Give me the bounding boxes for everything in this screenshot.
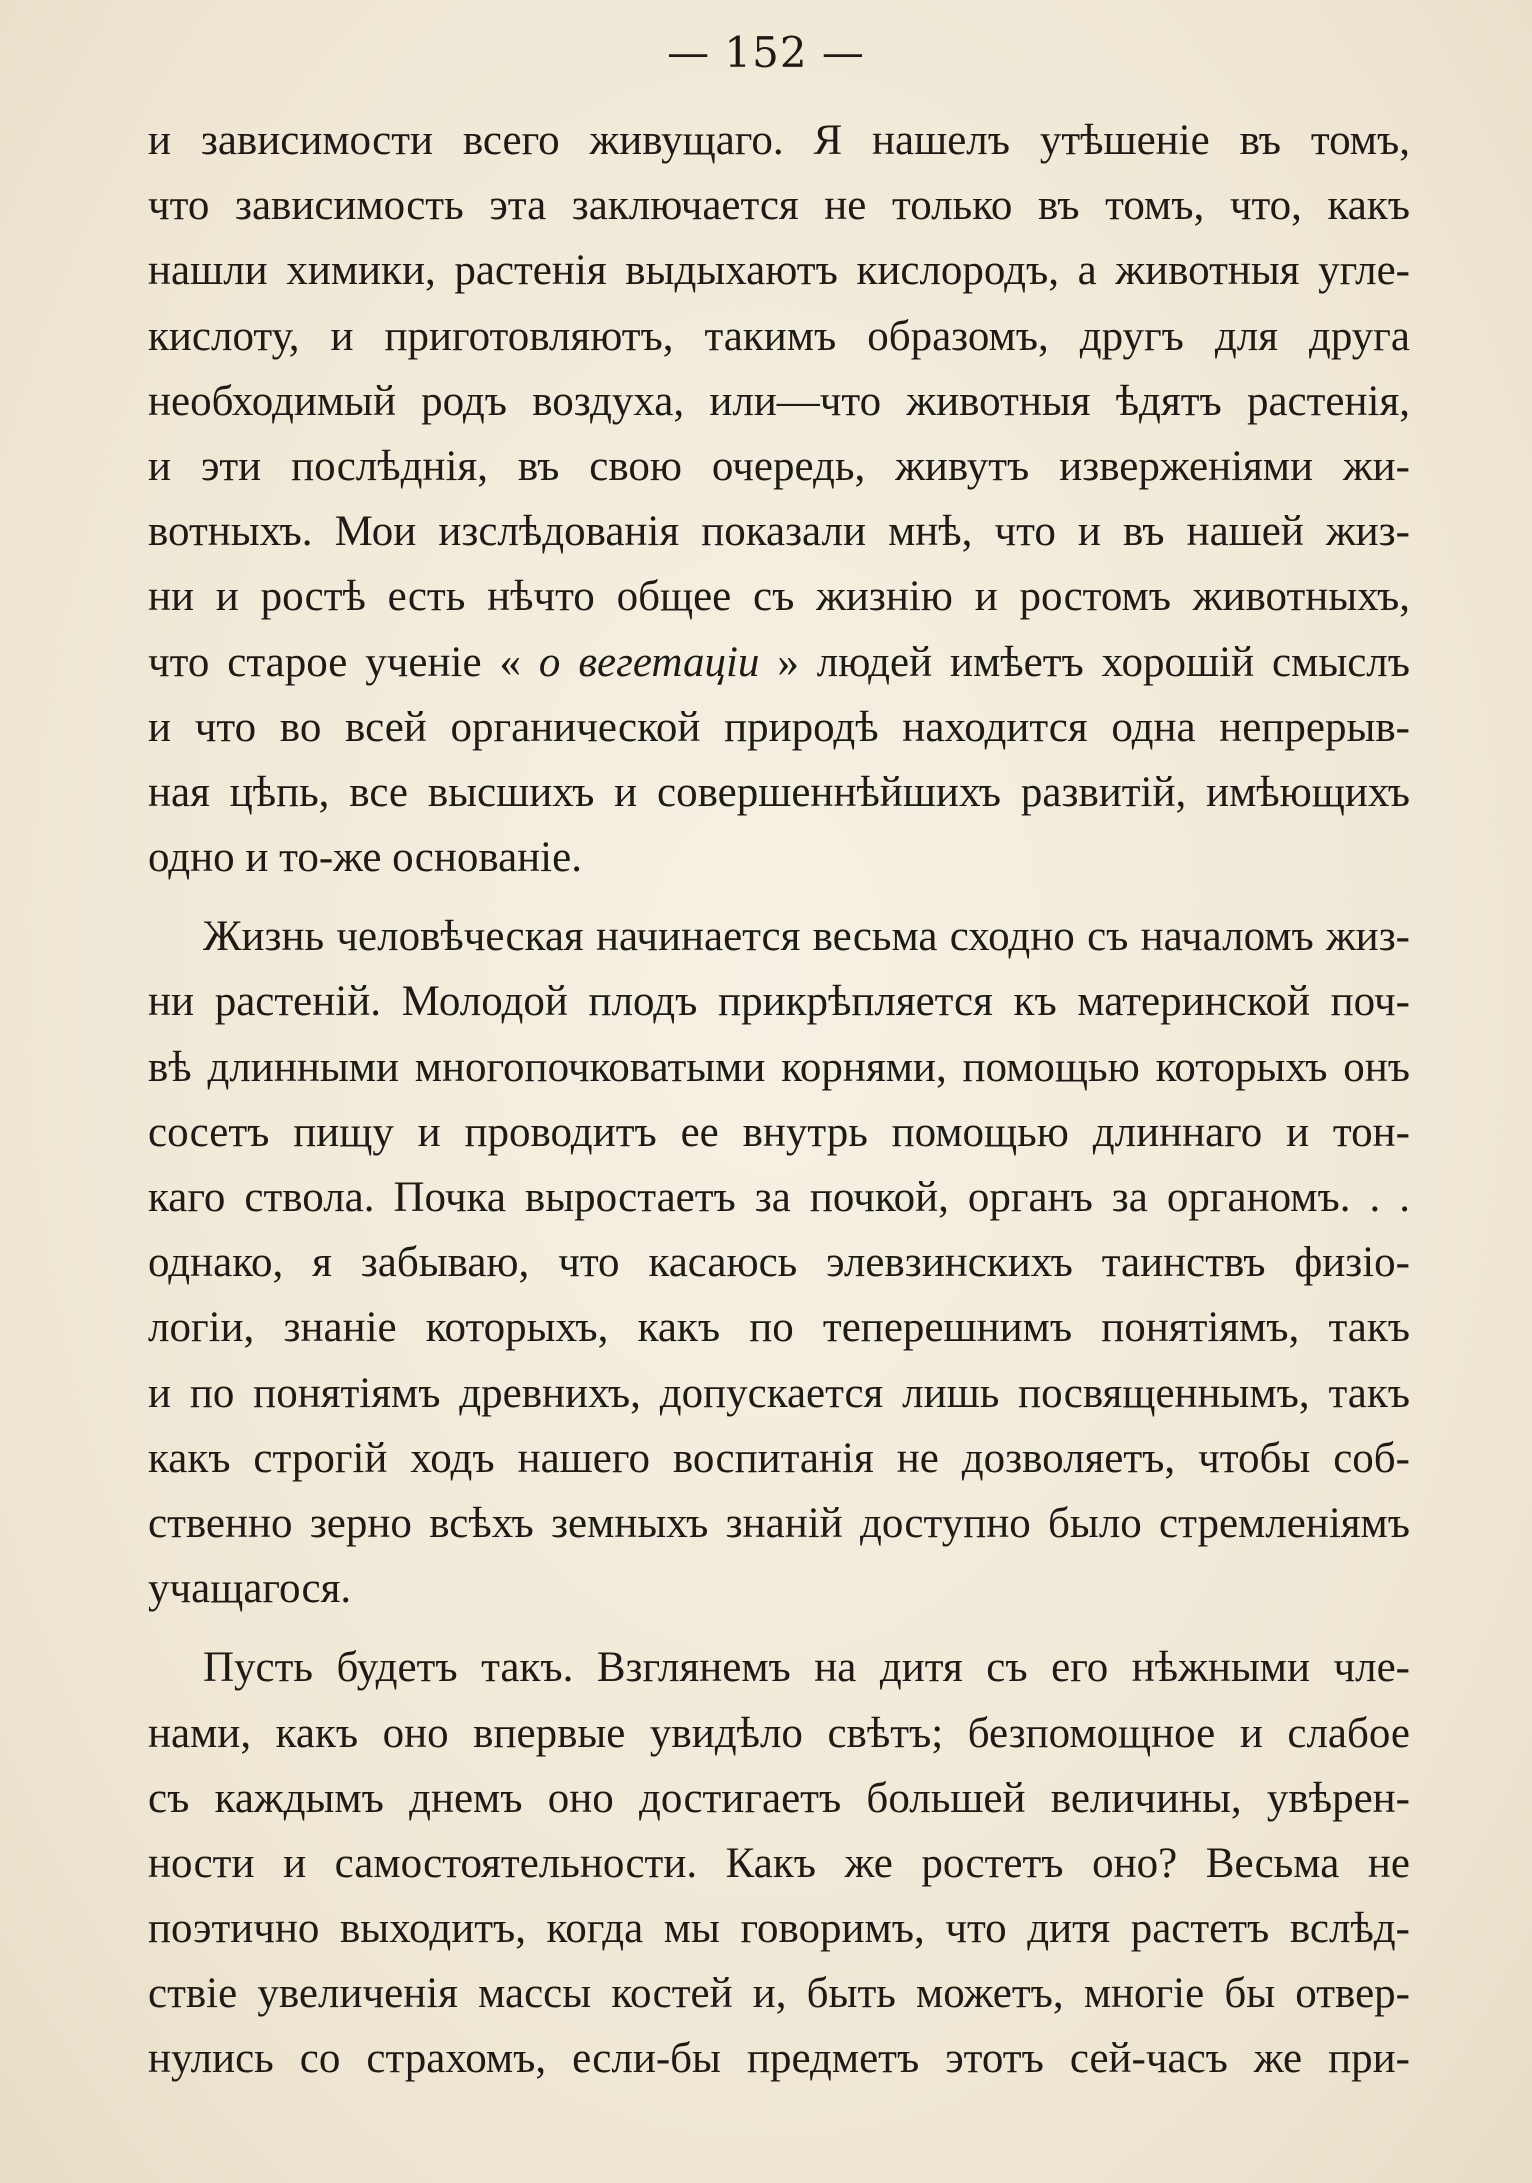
text-line: съ каждымъ днемъ оно достигаетъ большей величины, увѣрен- <box>148 1774 1410 1822</box>
paragraph-gap <box>148 890 1410 904</box>
page-number-header: — 152 — <box>667 28 865 77</box>
text-line: ственно зерно всѣхъ земныхъ знаній доступно было стремленіямъ <box>148 1499 1410 1547</box>
text-line: и что во всей органической природѣ находится одна непрерыв- <box>148 703 1410 751</box>
paragraph-1 <box>148 108 1410 890</box>
text-line: и зависимости всего живущаго. Я нашелъ утѣшеніе въ томъ, <box>148 117 1410 164</box>
text-line: ни и ростѣ есть нѣчто общее съ жизнію и ростомъ животныхъ, <box>148 573 1410 621</box>
text-line: вотныхъ. Мои изслѣдованія показали мнѣ, что и въ нашей жиз- <box>148 508 1410 556</box>
italic-phrase: о вегетаціи <box>538 638 760 686</box>
text-line: учащагося. <box>148 1565 352 1613</box>
text-line: сосетъ пищу и проводитъ ее внутрь помощью длиннаго и тон- <box>148 1108 1410 1156</box>
text-line: ная цѣпь, все высшихъ и совершеннѣйшихъ развитій, имѣющихъ <box>148 768 1410 816</box>
text-line: Пусть будетъ такъ. Взглянемъ на дитя съ его нѣжными чле- <box>203 1644 1410 1692</box>
text-line: одно и то-же основаніе. <box>148 834 582 882</box>
paragraph-gap <box>148 1621 1410 1635</box>
text-line: необходимый родъ воздуха, или—что животныя ѣдятъ растенія, <box>148 377 1410 425</box>
text-line: что старое ученіе « о вегетаціи » людей имѣетъ хорошій смыслъ <box>148 638 1410 686</box>
text-line: каго ствола. Почка выростаетъ за почкой, органъ за органомъ. . . <box>148 1174 1410 1221</box>
text-line: какъ строгій ходъ нашего воспитанія не дозволяетъ, чтобы соб- <box>148 1434 1410 1482</box>
text-line: и по понятіямъ древнихъ, допускается лишь посвященнымъ, такъ <box>148 1369 1410 1417</box>
text-line: ности и самостоятельности. Какъ же ростетъ оно? Весьма не <box>148 1839 1410 1887</box>
text-line: кислоту, и приготовляютъ, такимъ образомъ, другъ для друга <box>148 312 1410 360</box>
paragraph-2 <box>148 904 1410 1621</box>
paragraph-3 <box>148 1635 1410 2091</box>
text-line: поэтично выходитъ, когда мы говоримъ, что дитя растетъ вслѣд- <box>148 1905 1410 1953</box>
text-line: нулись со страхомъ, если-бы предметъ этотъ сей-часъ же при- <box>148 2035 1410 2083</box>
text-line: что зависимость эта заключается не только въ томъ, что, какъ <box>148 182 1410 230</box>
page-body <box>148 108 1410 2092</box>
text-line: и эти послѣднія, въ свою очередь, живутъ изверженіями жи- <box>148 442 1410 490</box>
text-line: логіи, знаніе которыхъ, какъ по теперешнимъ понятіямъ, такъ <box>148 1304 1410 1352</box>
text-line: ни растеній. Молодой плодъ прикрѣпляется къ материнской поч- <box>148 978 1410 1026</box>
text-line: Жизнь человѣческая начинается весьма сходно съ началомъ жиз- <box>203 913 1410 961</box>
text-line: нашли химики, растенія выдыхаютъ кислородъ, а животныя угле- <box>148 247 1410 295</box>
text-line: нами, какъ оно впервые увидѣло свѣтъ; безпомощное и слабое <box>148 1709 1410 1757</box>
text-line: вѣ длинными многопочковатыми корнями, помощью которыхъ онъ <box>148 1043 1410 1091</box>
text-line: ствіе увеличенія массы костей и, быть можетъ, многіе бы отвер- <box>148 1970 1410 2018</box>
text-line: однако, я забываю, что касаюсь элевзинскихъ таинствъ физіо- <box>148 1239 1410 1287</box>
